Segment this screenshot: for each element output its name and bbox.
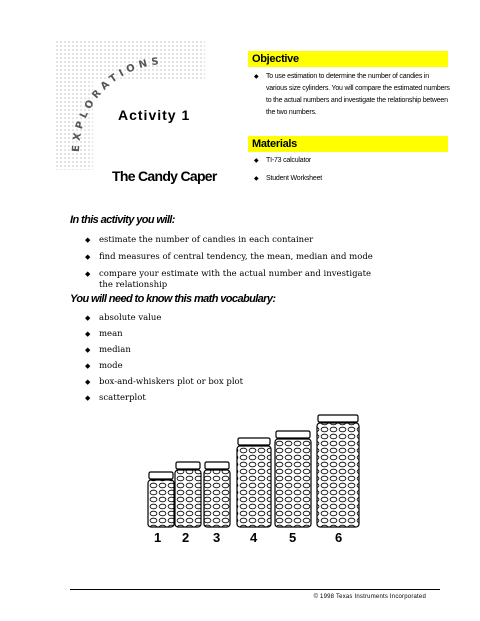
jar-lid bbox=[205, 462, 229, 469]
footer-rule bbox=[70, 589, 440, 590]
candy-jar-1 bbox=[148, 472, 174, 527]
activity-item: ◆ compare your estimate with the actual number and investigate the relationship bbox=[85, 269, 385, 291]
objective-list bbox=[251, 71, 451, 119]
jar-body bbox=[148, 480, 174, 527]
jar-lid bbox=[318, 415, 358, 422]
materials-item: ◆ Student Worksheet bbox=[251, 173, 451, 185]
materials-heading: Materials bbox=[248, 136, 448, 152]
jar-body bbox=[237, 446, 271, 527]
vocabulary-item: ◆ absolute value bbox=[85, 313, 385, 324]
jar-lid bbox=[276, 431, 310, 438]
vocabulary-item: ◆ scatterplot bbox=[85, 393, 385, 404]
vocabulary-item: ◆ median bbox=[85, 345, 385, 356]
activity-item: ◆ find measures of central tendency, the mean, median and mode bbox=[85, 252, 385, 263]
vocabulary-item: ◆ mean bbox=[85, 329, 385, 340]
candy-jar-2 bbox=[175, 462, 201, 527]
explorations-logo bbox=[55, 40, 205, 170]
jar-body bbox=[317, 423, 359, 527]
activity-number: Activity 1 bbox=[118, 107, 191, 123]
jar-body bbox=[175, 470, 201, 527]
activity-heading: In this activity you will: bbox=[70, 214, 175, 226]
jar-label-2: 2 bbox=[182, 530, 190, 545]
jar-lid bbox=[238, 438, 270, 445]
candy-jar-3 bbox=[204, 462, 230, 527]
vocabulary-heading: You will need to know this math vocabulary: bbox=[70, 293, 276, 305]
vocabulary-item: ◆ mode bbox=[85, 361, 385, 372]
objective-item: ◆ To use estimation to determine the number of candies in various size cylinders. You will compare the estimated numbers to the actual numbers and investigate the relationship between the two numbers. bbox=[251, 71, 451, 119]
copyright: © 1998 Texas Instruments Incorporated bbox=[313, 594, 426, 600]
jar-label-1: 1 bbox=[154, 530, 162, 545]
vocabulary-item: ◆ box-and-whiskers plot or box plot bbox=[85, 377, 385, 388]
brand-word: EXPLORATIONS bbox=[70, 55, 164, 153]
jar-label-6: 6 bbox=[335, 530, 343, 545]
jar-label-3: 3 bbox=[213, 530, 221, 545]
materials-item: ◆ TI-73 calculator bbox=[251, 155, 451, 167]
candy-jar-5 bbox=[275, 431, 311, 527]
vocabulary-list bbox=[85, 313, 385, 409]
page-title: The Candy Caper bbox=[112, 168, 217, 184]
jar-body bbox=[204, 470, 230, 527]
candy-jar-4 bbox=[237, 438, 271, 527]
activity-item: ◆ estimate the number of candies in each container bbox=[85, 235, 385, 246]
jar-body bbox=[275, 439, 311, 527]
jar-lid bbox=[176, 462, 200, 469]
activity-list bbox=[85, 235, 385, 297]
jar-label-5: 5 bbox=[289, 530, 297, 545]
candy-jar-6 bbox=[317, 415, 359, 527]
candy-jars-illustration bbox=[140, 405, 380, 545]
materials-list bbox=[251, 155, 451, 191]
jar-lid bbox=[149, 472, 173, 479]
jar-label-4: 4 bbox=[250, 530, 258, 545]
objective-heading: Objective bbox=[248, 51, 448, 67]
